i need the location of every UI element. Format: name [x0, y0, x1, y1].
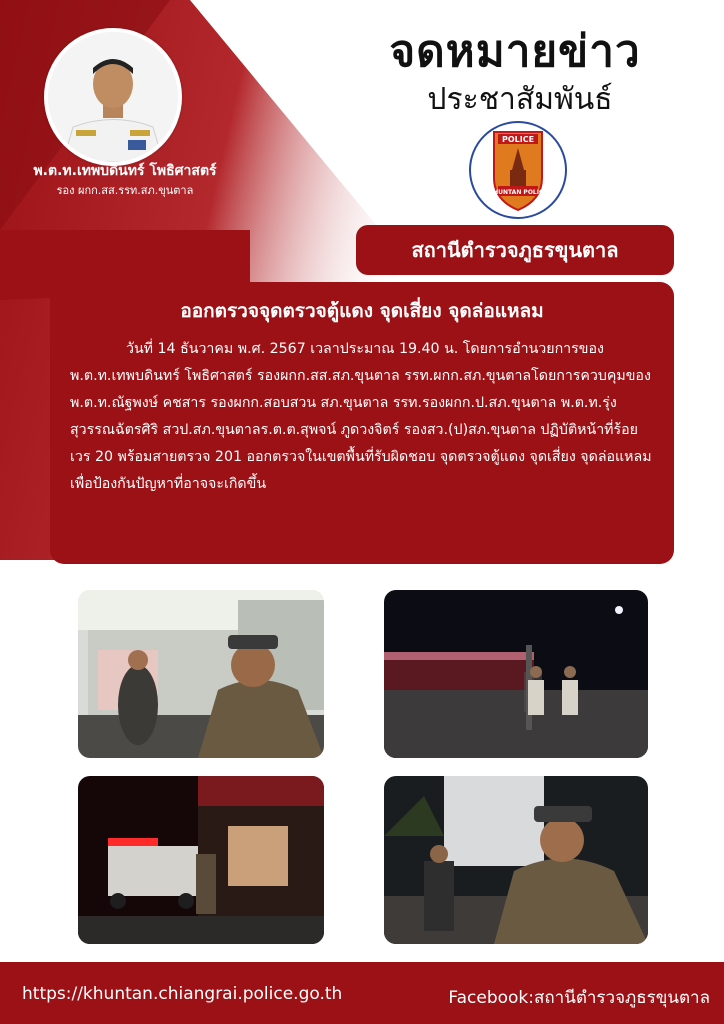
footer-bar	[0, 962, 724, 1024]
photo-store-patrol	[78, 590, 324, 758]
station-name-banner: สถานีตำรวจภูธรขุนตาล	[356, 225, 674, 275]
page-title: จดหมายข่าว	[389, 26, 641, 77]
officer-avatar	[44, 28, 182, 166]
news-heading: ออกตรวจจุดตรวจตู้แดง จุดเสี่ยง จุดล่อแหลม	[180, 300, 544, 322]
photo-patrol-truck	[78, 776, 324, 944]
news-body: วันที่ 14 ธันวาคม พ.ศ. 2567 เวลาประมาณ 19.40 น. โดยการอำนวยการของพ.ต.ท.เทพบดินทร์ โพธิศาสตร์ รองผกก.สส.สภ.ขุนตาล รรท.ผกก.สภ.ขุนตาลโดยการควบคุมของพ.ต.ท.ณัฐพงษ์ คชสาร รองผกก.สอบสวน สภ.ขุนตาล รรท.รองผกก.ป.สภ.ขุนตาล พ.ต.ท.รุ่ง สุวรรณฉัตรศิริ สวป.สภ.ขุนตาลร.ต.ต.สุพจน์ ภูดวงจิตร์ รองสว.(ป)สภ.ขุนตาล ปฏิบัติหน้าที่ร้อยเวร 20 พร้อมสายตรวจ 201 ออกตรวจในเขตพื้นที่รับผิดชอบ จุดตรวจตู้แดง จุดเสี่ยง จุดล่อแหลมเพื่อป้องกันปัญหาที่อาจจะเกิดขึ้น	[70, 341, 652, 492]
logo-bottom-text: KHUNTAN POLICE	[488, 189, 548, 196]
footer-website-link[interactable]: https://khuntan.chiangrai.police.go.th	[22, 984, 343, 1004]
logo-top-text: POLICE	[501, 135, 535, 144]
footer-facebook-link[interactable]: Facebook:สถานีตำรวจภูธรขุนตาล	[448, 988, 710, 1008]
news-card	[50, 282, 674, 564]
page-subtitle: ประชาสัมพันธ์	[427, 82, 613, 117]
officer-position: รอง ผกก.สส.รรท.สภ.ขุนตาล	[56, 184, 194, 197]
photo-night-street	[384, 776, 648, 944]
police-logo	[468, 120, 568, 220]
officer-name: พ.ต.ท.เทพบดินทร์ โพธิศาสตร์	[33, 163, 217, 179]
photo-night-roadside	[384, 590, 648, 758]
